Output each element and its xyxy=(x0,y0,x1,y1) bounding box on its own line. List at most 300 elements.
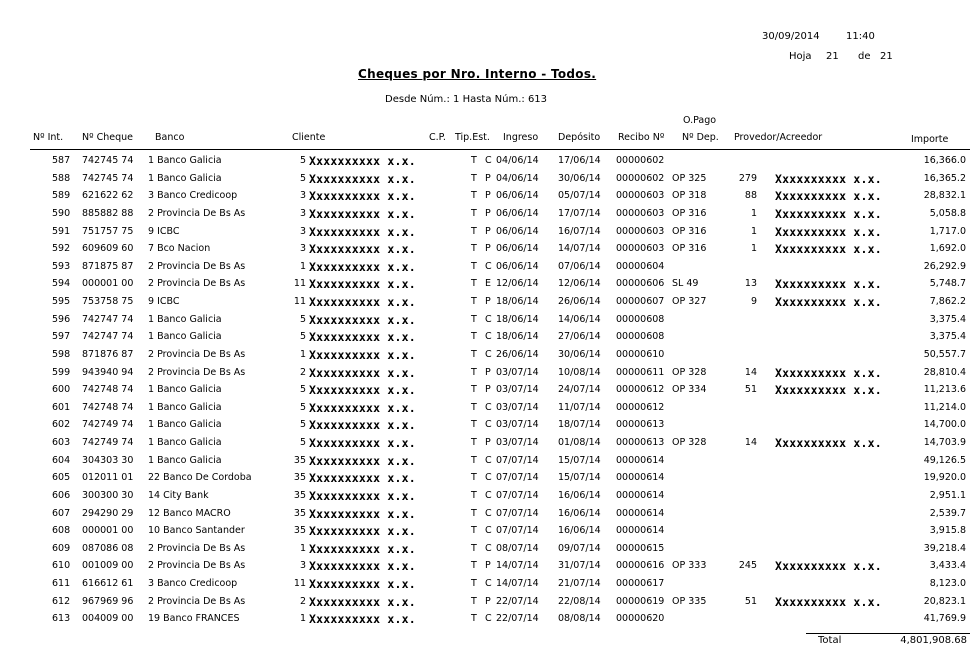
cell-nro-cheque: 012011 01 xyxy=(82,472,134,484)
table-row xyxy=(0,205,976,223)
cell-nro-int: 610 xyxy=(52,560,71,572)
cell-proveedor: Xxxxxxxxxx x.x. xyxy=(775,189,882,204)
cell-recibo: 00000619 xyxy=(616,595,665,607)
cell-deposito: 27/06/14 xyxy=(558,331,601,343)
cell-tipo: T xyxy=(471,172,477,184)
cell-banco: 1 Banco Galicia xyxy=(148,331,222,343)
cell-deposito: 16/07/14 xyxy=(558,225,601,237)
cell-banco: 1 Banco Galicia xyxy=(148,155,222,166)
cell-opago: OP 316 xyxy=(672,225,707,237)
cell-nro-int: 599 xyxy=(52,366,71,378)
cell-cp: 35 xyxy=(293,472,306,484)
cell-importe: 28,832.1 xyxy=(923,190,966,202)
page-label: Hoja xyxy=(789,51,812,62)
cell-ingreso: 07/07/14 xyxy=(496,472,539,484)
table-row xyxy=(0,540,976,558)
cell-nro-cheque: 885882 88 xyxy=(82,207,134,219)
cell-cp: 3 xyxy=(299,190,306,202)
cell-banco: 19 Banco FRANCES xyxy=(148,613,240,625)
cell-recibo: 00000614 xyxy=(616,507,665,519)
cell-nro-int: 589 xyxy=(52,190,71,202)
table-row xyxy=(0,487,976,505)
cell-nro-int: 609 xyxy=(52,542,71,554)
cell-cp: 35 xyxy=(293,525,306,537)
cell-tipo: T xyxy=(471,401,477,413)
cell-cliente: Xxxxxxxxxx x.x. xyxy=(309,436,416,451)
cell-nro-int: 598 xyxy=(52,348,71,360)
cell-importe: 14,703.9 xyxy=(923,437,966,449)
cell-estado: C xyxy=(485,578,492,590)
cell-cp: 11 xyxy=(293,278,306,290)
cell-tipo: T xyxy=(471,260,477,272)
cell-banco: 1 Banco Galicia xyxy=(148,172,222,184)
col-nro-cheque: Nº Cheque xyxy=(82,132,133,143)
cell-cliente: Xxxxxxxxxx x.x. xyxy=(309,295,416,310)
cell-opago: OP 327 xyxy=(672,296,707,308)
page-of-label: de xyxy=(858,51,871,62)
cell-deposito: 21/07/14 xyxy=(558,578,601,590)
cell-cliente: Xxxxxxxxxx x.x. xyxy=(309,224,416,239)
cell-importe: 1,692.0 xyxy=(929,243,966,255)
cell-tipo: T xyxy=(471,313,477,325)
cell-estado: C xyxy=(485,525,492,537)
cell-cp: 3 xyxy=(299,225,306,237)
cell-deposito: 11/07/14 xyxy=(558,401,601,413)
cell-recibo: 00000614 xyxy=(616,454,665,466)
cell-recibo: 00000614 xyxy=(616,525,665,537)
cell-estado: P xyxy=(485,296,491,308)
cell-cliente: Xxxxxxxxxx x.x. xyxy=(309,506,416,521)
col-importe: Importe xyxy=(911,134,949,145)
cell-importe: 20,823.1 xyxy=(923,595,966,607)
cell-banco: 2 Provincia De Bs As xyxy=(148,560,246,572)
cell-estado: C xyxy=(485,472,492,484)
cell-importe: 8,123.0 xyxy=(929,578,966,590)
cell-cp: 11 xyxy=(293,578,306,590)
cell-cliente: Xxxxxxxxxx x.x. xyxy=(309,453,416,468)
cell-importe: 11,214.0 xyxy=(923,401,966,413)
cell-cp: 3 xyxy=(299,207,306,219)
cell-cliente: Xxxxxxxxxx x.x. xyxy=(309,541,416,556)
cell-estado: C xyxy=(485,313,492,325)
cell-nro-int: 602 xyxy=(52,419,71,431)
total-rule xyxy=(806,633,970,634)
col-cliente: Cliente xyxy=(292,132,326,143)
cell-nro-dep: 14 xyxy=(744,366,757,378)
cell-cp: 5 xyxy=(299,155,306,166)
total-value: 4,801,908.68 xyxy=(900,635,967,646)
col-proveedor: Provedor/Acreedor xyxy=(734,132,823,143)
cell-estado: P xyxy=(485,437,491,449)
cell-nro-int: 613 xyxy=(52,613,71,625)
cell-tipo: T xyxy=(471,366,477,378)
cell-recibo: 00000603 xyxy=(616,190,665,202)
table-row xyxy=(0,557,976,575)
cell-importe: 14,700.0 xyxy=(923,419,966,431)
cell-tipo: T xyxy=(471,560,477,572)
cell-proveedor: Xxxxxxxxxx x.x. xyxy=(775,224,882,239)
cell-nro-cheque: 621622 62 xyxy=(82,190,134,202)
cell-importe: 5,748.7 xyxy=(929,278,966,290)
cell-recibo: 00000603 xyxy=(616,225,665,237)
cell-nro-int: 588 xyxy=(52,172,71,184)
cell-recibo: 00000603 xyxy=(616,243,665,255)
cell-recibo: 00000607 xyxy=(616,296,665,308)
cell-ingreso: 06/06/14 xyxy=(496,260,539,272)
cell-importe: 5,058.8 xyxy=(929,207,966,219)
cell-deposito: 17/07/14 xyxy=(558,207,601,219)
cell-cliente: Xxxxxxxxxx x.x. xyxy=(309,365,416,380)
col-banco: Banco xyxy=(155,132,185,143)
table-row xyxy=(0,152,976,170)
cell-tipo: T xyxy=(471,331,477,343)
cell-cp: 1 xyxy=(299,542,306,554)
cell-ingreso: 14/07/14 xyxy=(496,578,539,590)
cell-cliente: Xxxxxxxxxx x.x. xyxy=(309,400,416,415)
cell-recibo: 00000608 xyxy=(616,331,665,343)
cell-recibo: 00000602 xyxy=(616,155,665,166)
cell-nro-cheque: 742745 74 xyxy=(82,172,134,184)
cell-nro-int: 593 xyxy=(52,260,71,272)
cell-estado: P xyxy=(485,190,491,202)
cell-nro-int: 608 xyxy=(52,525,71,537)
cell-proveedor: Xxxxxxxxxx x.x. xyxy=(775,295,882,310)
cell-nro-cheque: 967969 96 xyxy=(82,595,134,607)
table-row xyxy=(0,258,976,276)
cell-nro-cheque: 616612 61 xyxy=(82,578,134,590)
cell-tipo: T xyxy=(471,454,477,466)
cell-importe: 7,862.2 xyxy=(929,296,966,308)
cell-cp: 5 xyxy=(299,313,306,325)
col-tip-est: Tip.Est. xyxy=(455,132,490,143)
cell-cliente: Xxxxxxxxxx x.x. xyxy=(309,471,416,486)
cell-cliente: Xxxxxxxxxx x.x. xyxy=(309,154,416,168)
col-cp: C.P. xyxy=(429,132,446,143)
cell-cp: 5 xyxy=(299,437,306,449)
cell-estado: P xyxy=(485,384,491,396)
cell-ingreso: 18/06/14 xyxy=(496,313,539,325)
cell-tipo: T xyxy=(471,278,477,290)
cell-cp: 1 xyxy=(299,613,306,625)
cell-nro-dep: 51 xyxy=(744,595,757,607)
page-total: 21 xyxy=(880,51,893,62)
cell-ingreso: 22/07/14 xyxy=(496,595,539,607)
cell-nro-cheque: 871876 87 xyxy=(82,348,134,360)
cell-deposito: 22/08/14 xyxy=(558,595,601,607)
cell-estado: P xyxy=(485,560,491,572)
cell-estado: P xyxy=(485,366,491,378)
cell-ingreso: 07/07/14 xyxy=(496,454,539,466)
cell-tipo: T xyxy=(471,384,477,396)
table-row xyxy=(0,505,976,523)
cell-banco: 1 Banco Galicia xyxy=(148,401,222,413)
cell-nro-int: 587 xyxy=(52,155,71,166)
cell-nro-cheque: 000001 00 xyxy=(82,525,134,537)
cell-nro-dep: 245 xyxy=(738,560,757,572)
cell-tipo: T xyxy=(471,190,477,202)
cell-deposito: 10/08/14 xyxy=(558,366,601,378)
cell-deposito: 08/08/14 xyxy=(558,613,601,625)
cell-nro-cheque: 000001 00 xyxy=(82,278,134,290)
cell-cp: 2 xyxy=(299,366,306,378)
cell-ingreso: 22/07/14 xyxy=(496,613,539,625)
cell-nro-cheque: 609609 60 xyxy=(82,243,134,255)
cell-proveedor: Xxxxxxxxxx x.x. xyxy=(775,365,882,380)
cell-importe: 11,213.6 xyxy=(923,384,966,396)
cell-importe: 16,366.0 xyxy=(923,155,966,166)
cell-ingreso: 06/06/14 xyxy=(496,207,539,219)
cell-estado: P xyxy=(485,172,491,184)
report-date: 30/09/2014 xyxy=(762,31,820,42)
cell-importe: 16,365.2 xyxy=(923,172,966,184)
cell-ingreso: 04/06/14 xyxy=(496,155,539,166)
cell-banco: 2 Provincia De Bs As xyxy=(148,207,246,219)
cell-cp: 1 xyxy=(299,348,306,360)
cell-importe: 19,920.0 xyxy=(923,472,966,484)
table-row xyxy=(0,364,976,382)
cell-deposito: 26/06/14 xyxy=(558,296,601,308)
cell-banco: 9 ICBC xyxy=(148,296,180,308)
cell-recibo: 00000604 xyxy=(616,260,665,272)
cell-ingreso: 06/06/14 xyxy=(496,243,539,255)
table-row xyxy=(0,328,976,346)
cell-recibo: 00000617 xyxy=(616,578,665,590)
cell-proveedor: Xxxxxxxxxx x.x. xyxy=(775,277,882,292)
cell-nro-dep: 279 xyxy=(738,172,757,184)
cell-tipo: T xyxy=(471,437,477,449)
cell-ingreso: 08/07/14 xyxy=(496,542,539,554)
table-row xyxy=(0,223,976,241)
cell-recibo: 00000606 xyxy=(616,278,665,290)
cell-cliente: Xxxxxxxxxx x.x. xyxy=(309,594,416,609)
cell-recibo: 00000612 xyxy=(616,384,665,396)
cell-cliente: Xxxxxxxxxx x.x. xyxy=(309,277,416,292)
cell-nro-cheque: 751757 75 xyxy=(82,225,134,237)
cell-nro-int: 590 xyxy=(52,207,71,219)
cell-ingreso: 14/07/14 xyxy=(496,560,539,572)
cell-nro-int: 600 xyxy=(52,384,71,396)
col-nro-dep: Nº Dep. xyxy=(682,132,719,143)
cell-nro-cheque: 001009 00 xyxy=(82,560,134,572)
cell-opago: OP 328 xyxy=(672,437,707,449)
cell-nro-cheque: 742747 74 xyxy=(82,331,134,343)
cell-deposito: 16/06/14 xyxy=(558,507,601,519)
cell-estado: P xyxy=(485,207,491,219)
cell-nro-int: 603 xyxy=(52,437,71,449)
cell-opago: OP 316 xyxy=(672,243,707,255)
cell-nro-cheque: 943940 94 xyxy=(82,366,134,378)
cell-tipo: T xyxy=(471,595,477,607)
cell-nro-cheque: 742745 74 xyxy=(82,155,134,166)
cell-recibo: 00000608 xyxy=(616,313,665,325)
cell-deposito: 05/07/14 xyxy=(558,190,601,202)
cell-banco: 1 Banco Galicia xyxy=(148,437,222,449)
cell-deposito: 24/07/14 xyxy=(558,384,601,396)
cell-banco: 1 Banco Galicia xyxy=(148,313,222,325)
cell-cp: 2 xyxy=(299,595,306,607)
cell-cp: 35 xyxy=(293,507,306,519)
cell-cliente: Xxxxxxxxxx x.x. xyxy=(309,330,416,345)
cell-ingreso: 04/06/14 xyxy=(496,172,539,184)
cell-estado: C xyxy=(485,348,492,360)
col-opago: O.Pago xyxy=(683,115,717,126)
cell-nro-cheque: 742747 74 xyxy=(82,313,134,325)
cell-ingreso: 18/06/14 xyxy=(496,331,539,343)
col-recibo: Recibo Nº xyxy=(618,132,665,143)
cell-importe: 39,218.4 xyxy=(923,542,966,554)
cell-cliente: Xxxxxxxxxx x.x. xyxy=(309,383,416,398)
cell-nro-int: 597 xyxy=(52,331,71,343)
cell-deposito: 15/07/14 xyxy=(558,454,601,466)
cell-proveedor: Xxxxxxxxxx x.x. xyxy=(775,242,882,257)
cell-nro-cheque: 304303 30 xyxy=(82,454,134,466)
cell-cp: 1 xyxy=(299,260,306,272)
cell-recibo: 00000610 xyxy=(616,348,665,360)
cell-opago: OP 318 xyxy=(672,190,707,202)
cell-nro-cheque: 871875 87 xyxy=(82,260,134,272)
cell-nro-dep: 1 xyxy=(750,243,757,255)
cell-recibo: 00000603 xyxy=(616,207,665,219)
cell-estado: C xyxy=(485,331,492,343)
cell-estado: C xyxy=(485,489,492,501)
cell-nro-cheque: 087086 08 xyxy=(82,542,134,554)
cell-banco: 1 Banco Galicia xyxy=(148,384,222,396)
cell-banco: 2 Provincia De Bs As xyxy=(148,366,246,378)
col-deposito: Depósito xyxy=(558,132,601,143)
cell-cp: 5 xyxy=(299,419,306,431)
cell-banco: 7 Bco Nacion xyxy=(148,243,211,255)
cell-banco: 9 ICBC xyxy=(148,225,180,237)
cell-deposito: 14/06/14 xyxy=(558,313,601,325)
cell-ingreso: 06/06/14 xyxy=(496,225,539,237)
cell-ingreso: 06/06/14 xyxy=(496,190,539,202)
cell-deposito: 30/06/14 xyxy=(558,172,601,184)
cell-cliente: Xxxxxxxxxx x.x. xyxy=(309,524,416,539)
cell-cp: 5 xyxy=(299,331,306,343)
cell-recibo: 00000620 xyxy=(616,613,665,625)
cell-nro-int: 601 xyxy=(52,401,71,413)
cell-banco: 22 Banco De Cordoba xyxy=(148,472,252,484)
cell-cp: 35 xyxy=(293,454,306,466)
cell-estado: C xyxy=(485,542,492,554)
cell-tipo: T xyxy=(471,225,477,237)
cell-tipo: T xyxy=(471,613,477,625)
cell-estado: C xyxy=(485,613,492,625)
cell-tipo: T xyxy=(471,155,477,166)
cell-ingreso: 07/07/14 xyxy=(496,507,539,519)
report-time: 11:40 xyxy=(846,31,875,42)
cell-importe: 2,951.1 xyxy=(929,489,966,501)
cell-tipo: T xyxy=(471,542,477,554)
cell-nro-cheque: 753758 75 xyxy=(82,296,134,308)
cell-nro-int: 591 xyxy=(52,225,71,237)
cell-ingreso: 18/06/14 xyxy=(496,296,539,308)
cell-opago: OP 334 xyxy=(672,384,707,396)
cell-deposito: 12/06/14 xyxy=(558,278,601,290)
cell-recibo: 00000611 xyxy=(616,366,665,378)
cell-nro-cheque: 742749 74 xyxy=(82,419,134,431)
cell-importe: 50,557.7 xyxy=(923,348,966,360)
cell-importe: 26,292.9 xyxy=(923,260,966,272)
cell-cp: 5 xyxy=(299,172,306,184)
cell-banco: 12 Banco MACRO xyxy=(148,507,231,519)
cell-ingreso: 12/06/14 xyxy=(496,278,539,290)
table-row xyxy=(0,452,976,470)
cell-cp: 3 xyxy=(299,243,306,255)
cell-recibo: 00000615 xyxy=(616,542,665,554)
table-row xyxy=(0,293,976,311)
cell-estado: P xyxy=(485,595,491,607)
cell-proveedor: Xxxxxxxxxx x.x. xyxy=(775,594,882,609)
cell-cliente: Xxxxxxxxxx x.x. xyxy=(309,577,416,592)
cell-estado: C xyxy=(485,155,492,166)
cell-nro-dep: 9 xyxy=(750,296,757,308)
cell-banco: 3 Banco Credicoop xyxy=(148,578,238,590)
cell-cp: 5 xyxy=(299,401,306,413)
cell-banco: 2 Provincia De Bs As xyxy=(148,260,246,272)
cell-deposito: 31/07/14 xyxy=(558,560,601,572)
cell-recibo: 00000602 xyxy=(616,172,665,184)
cell-deposito: 18/07/14 xyxy=(558,419,601,431)
table-row xyxy=(0,346,976,364)
cell-ingreso: 03/07/14 xyxy=(496,366,539,378)
cell-nro-cheque: 004009 00 xyxy=(82,613,134,625)
cell-importe: 3,375.4 xyxy=(929,313,966,325)
cell-banco: 1 Banco Galicia xyxy=(148,419,222,431)
cell-nro-dep: 51 xyxy=(744,384,757,396)
table-row xyxy=(0,240,976,258)
table-row xyxy=(0,275,976,293)
cell-opago: OP 316 xyxy=(672,207,707,219)
table-row xyxy=(0,434,976,452)
cell-recibo: 00000613 xyxy=(616,437,665,449)
cell-banco: 3 Banco Credicoop xyxy=(148,190,238,202)
cell-banco: 2 Provincia De Bs As xyxy=(148,348,246,360)
cell-opago: OP 325 xyxy=(672,172,707,184)
cell-opago: OP 335 xyxy=(672,595,707,607)
cell-estado: C xyxy=(485,454,492,466)
cell-estado: P xyxy=(485,225,491,237)
cell-importe: 1,717.0 xyxy=(929,225,966,237)
cell-estado: C xyxy=(485,507,492,519)
cell-cp: 3 xyxy=(299,560,306,572)
report-range: Desde Núm.: 1 Hasta Núm.: 613 xyxy=(385,94,548,105)
cell-importe: 3,433.4 xyxy=(929,560,966,572)
cell-recibo: 00000614 xyxy=(616,489,665,501)
cell-importe: 49,126.5 xyxy=(923,454,966,466)
cell-nro-dep: 13 xyxy=(744,278,757,290)
cell-nro-cheque: 742748 74 xyxy=(82,401,134,413)
table-row xyxy=(0,187,976,205)
cell-estado: C xyxy=(485,260,492,272)
cell-nro-cheque: 300300 30 xyxy=(82,489,134,501)
cell-banco: 2 Provincia De Bs As xyxy=(148,595,246,607)
cell-nro-int: 612 xyxy=(52,595,71,607)
cell-ingreso: 03/07/14 xyxy=(496,384,539,396)
cell-estado: P xyxy=(485,243,491,255)
cell-banco: 2 Provincia De Bs As xyxy=(148,542,246,554)
cell-cliente: Xxxxxxxxxx x.x. xyxy=(309,171,416,186)
cell-nro-int: 611 xyxy=(52,578,71,590)
cell-deposito: 30/06/14 xyxy=(558,348,601,360)
cell-tipo: T xyxy=(471,296,477,308)
cell-cp: 35 xyxy=(293,489,306,501)
cell-opago: SL 49 xyxy=(672,278,699,290)
cell-deposito: 17/06/14 xyxy=(558,155,601,166)
cell-proveedor: Xxxxxxxxxx x.x. xyxy=(775,171,882,186)
table-row xyxy=(0,522,976,540)
cell-cp: 5 xyxy=(299,384,306,396)
